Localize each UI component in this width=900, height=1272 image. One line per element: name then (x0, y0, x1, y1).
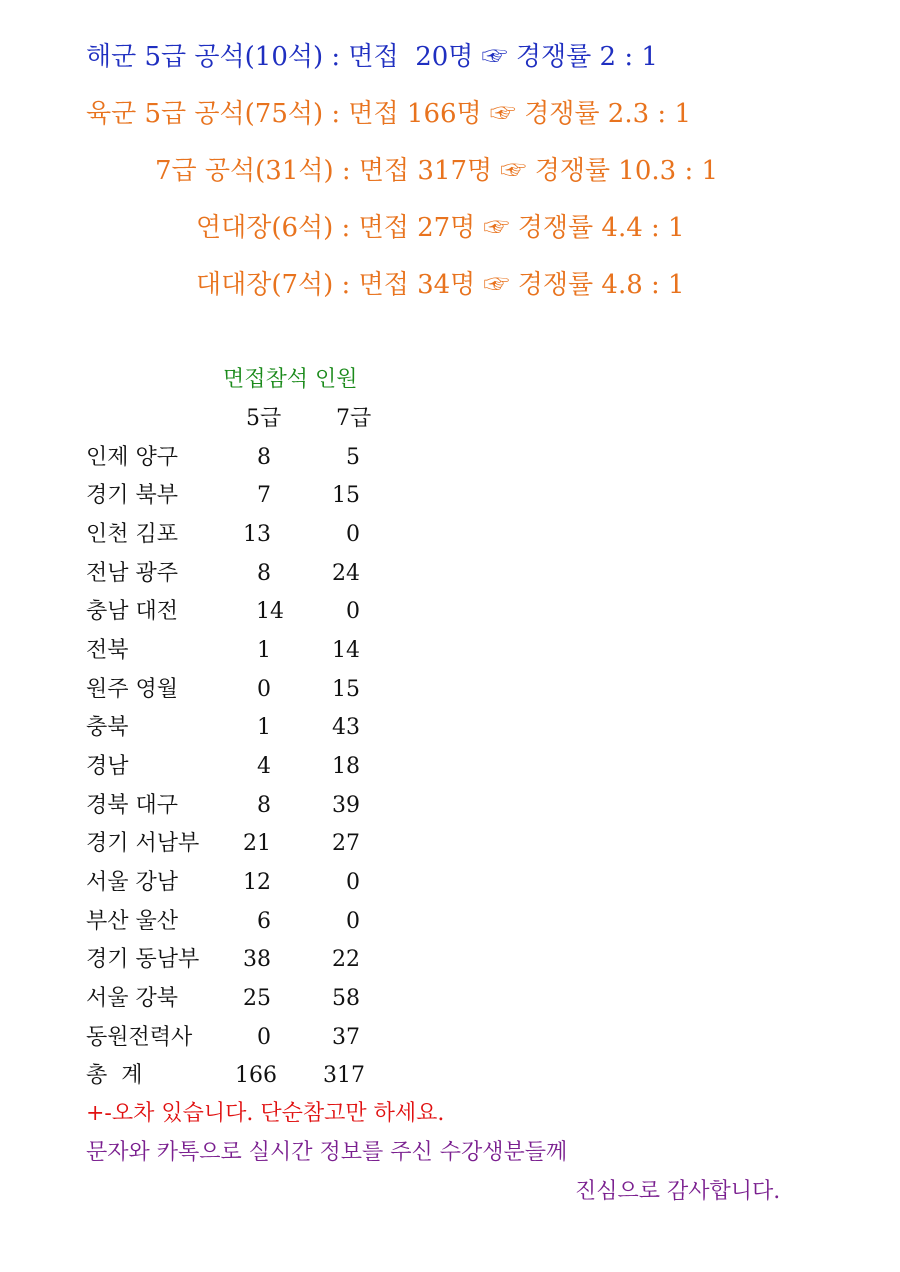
row-grade5-count: 13 (243, 522, 271, 547)
row-region: 서울 강북 (86, 986, 179, 1011)
row-region: 부산 울산 (86, 909, 179, 934)
table-title: 면접참석 인원 (223, 367, 358, 392)
row-grade5-count: 4 (257, 754, 271, 779)
row-region: 원주 영월 (86, 677, 179, 702)
row-region: 경기 동남부 (86, 947, 200, 972)
row-grade5-count: 8 (257, 561, 271, 586)
stat-battalion-commander: 대대장(7석) : 면접 34명 ☞ 경쟁률 4.8 : 1 (196, 270, 685, 300)
row-grade5-count: 38 (243, 947, 271, 972)
row-grade7-count: 39 (332, 793, 360, 818)
row-grade5-count: 1 (257, 638, 271, 663)
row-region: 충남 대전 (86, 599, 179, 624)
row-grade7-count: 58 (332, 986, 360, 1011)
stat-navy-grade5: 해군 5급 공석(10석) : 면접 20명 ☞ 경쟁률 2 : 1 (86, 42, 658, 72)
row-grade7-count: 18 (332, 754, 360, 779)
row-grade7-count: 14 (332, 638, 360, 663)
thanks-line-1: 문자와 카톡으로 실시간 정보를 주신 수강생분들께 (86, 1140, 568, 1165)
row-grade5-count: 14 (256, 599, 284, 624)
total-label: 총 계 (86, 1063, 143, 1088)
row-region: 서울 강남 (86, 870, 179, 895)
row-grade5-count: 1 (257, 715, 271, 740)
row-region: 인천 김포 (86, 522, 179, 547)
total-grade5: 166 (235, 1063, 277, 1088)
thanks-line-2: 진심으로 감사합니다. (575, 1179, 781, 1204)
row-grade7-count: 15 (332, 483, 360, 508)
row-grade5-count: 25 (243, 986, 271, 1011)
row-grade7-count: 15 (332, 677, 360, 702)
row-region: 충북 (86, 715, 129, 740)
row-grade5-count: 6 (257, 909, 271, 934)
row-grade7-count: 5 (346, 445, 360, 470)
row-grade5-count: 0 (257, 1025, 271, 1050)
row-region: 경기 서남부 (86, 831, 200, 856)
row-region: 경남 (86, 754, 129, 779)
row-grade5-count: 21 (243, 831, 271, 856)
row-grade7-count: 0 (346, 909, 360, 934)
row-grade7-count: 37 (332, 1025, 360, 1050)
total-grade7: 317 (323, 1063, 365, 1088)
row-region: 전남 광주 (86, 561, 179, 586)
row-region: 경기 북부 (86, 483, 179, 508)
row-grade5-count: 8 (257, 445, 271, 470)
row-grade5-count: 8 (257, 793, 271, 818)
row-grade7-count: 27 (332, 831, 360, 856)
column-header-grade7: 7급 (336, 406, 372, 431)
row-region: 전북 (86, 638, 129, 663)
row-grade7-count: 0 (346, 522, 360, 547)
row-grade5-count: 7 (257, 483, 271, 508)
row-region: 경북 대구 (86, 793, 179, 818)
row-grade7-count: 22 (332, 947, 360, 972)
row-grade5-count: 0 (257, 677, 271, 702)
stat-grade7: 7급 공석(31석) : 면접 317명 ☞ 경쟁률 10.3 : 1 (155, 156, 719, 186)
row-grade7-count: 43 (332, 715, 360, 740)
disclaimer-note: +-오차 있습니다. 단순참고만 하세요. (86, 1101, 445, 1126)
row-grade7-count: 0 (346, 599, 360, 624)
column-header-grade5: 5급 (246, 406, 282, 431)
row-grade7-count: 24 (332, 561, 360, 586)
row-grade5-count: 12 (243, 870, 271, 895)
stat-regiment-commander: 연대장(6석) : 면접 27명 ☞ 경쟁률 4.4 : 1 (196, 213, 685, 243)
stat-army-grade5: 육군 5급 공석(75석) : 면접 166명 ☞ 경쟁률 2.3 : 1 (86, 99, 691, 129)
row-region: 동원전력사 (86, 1025, 193, 1050)
row-grade7-count: 0 (346, 870, 360, 895)
row-region: 인제 양구 (86, 445, 179, 470)
